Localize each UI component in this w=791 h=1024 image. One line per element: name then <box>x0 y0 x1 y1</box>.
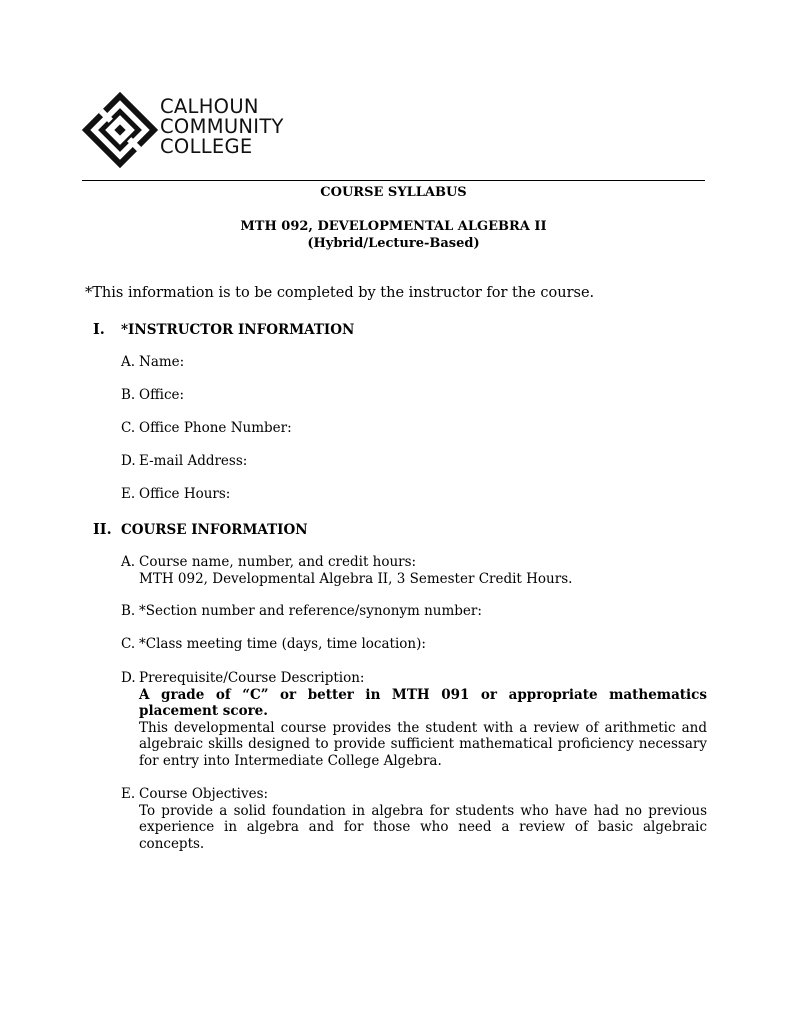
section-heading-course <box>93 521 308 538</box>
course-objectives-item <box>121 786 707 852</box>
section-number: I. <box>93 321 105 338</box>
item-label: Course Objectives: <box>139 786 269 802</box>
item-label: E-mail Address: <box>139 453 248 469</box>
instructor-note: *This information is to be completed by the instructor for the course. <box>85 285 595 301</box>
item-letter: E. <box>121 486 136 502</box>
item-label: *Class meeting time (days, time location): <box>139 636 426 652</box>
course-format: (Hybrid/Lecture-Based) <box>307 236 480 251</box>
logo-line: CALHOUN <box>160 95 259 118</box>
course-title: MTH 092, DEVELOPMENTAL ALGEBRA II <box>240 219 547 234</box>
section-title: *INSTRUCTOR INFORMATION <box>121 322 355 338</box>
section-number-item <box>121 603 707 620</box>
logo-line: COLLEGE <box>160 135 253 158</box>
prerequisite-item <box>121 670 707 769</box>
item-label: Name: <box>139 354 185 370</box>
objectives-text: To provide a solid foundation in algebra for students who have had no previous experience in algebra and for those who need a review of basic algebraic concepts. <box>139 802 707 852</box>
item-letter: C. <box>121 420 136 436</box>
logo-mark-icon <box>82 92 158 168</box>
prerequisite-text: A grade of “C” or better in MTH 091 or appropriate mathematics placement score. <box>139 686 707 719</box>
instructor-email-field <box>121 453 707 470</box>
college-logo <box>82 92 342 168</box>
logo-wordmark <box>160 97 284 157</box>
course-name-item <box>121 554 707 587</box>
item-label: Office Hours: <box>139 486 231 502</box>
doc-type-heading: COURSE SYLLABUS <box>320 185 467 200</box>
course-description: This developmental course provides the student with a review of arithmetic and algebraic skills designed to provide sufficient mathematical proficiency necessary for entry into Intermediate College Algebra. <box>139 719 707 769</box>
item-label: Office Phone Number: <box>139 420 292 436</box>
instructor-phone-field <box>121 420 707 437</box>
item-letter: D. <box>121 670 136 686</box>
section-heading-instructor <box>93 321 354 338</box>
item-letter: A. <box>121 354 136 370</box>
item-value: MTH 092, Developmental Algebra II, 3 Semester Credit Hours. <box>139 570 573 587</box>
item-letter: C. <box>121 636 136 652</box>
class-meeting-item <box>121 636 707 653</box>
item-label: *Section number and reference/synonym number: <box>139 603 482 619</box>
item-letter: B. <box>121 387 136 403</box>
item-label: Prerequisite/Course Description: <box>139 670 365 686</box>
section-number: II. <box>93 521 112 538</box>
instructor-hours-field <box>121 486 707 503</box>
item-letter: D. <box>121 453 136 469</box>
logo-line: COMMUNITY <box>160 115 284 138</box>
item-label: Course name, number, and credit hours: <box>139 554 417 570</box>
section-title: COURSE INFORMATION <box>121 522 308 538</box>
instructor-office-field <box>121 387 707 404</box>
header-divider <box>82 180 705 181</box>
item-letter: A. <box>121 554 136 570</box>
instructor-name-field <box>121 354 707 371</box>
item-label: Office: <box>139 387 185 403</box>
item-letter: E. <box>121 786 136 802</box>
item-letter: B. <box>121 603 136 619</box>
